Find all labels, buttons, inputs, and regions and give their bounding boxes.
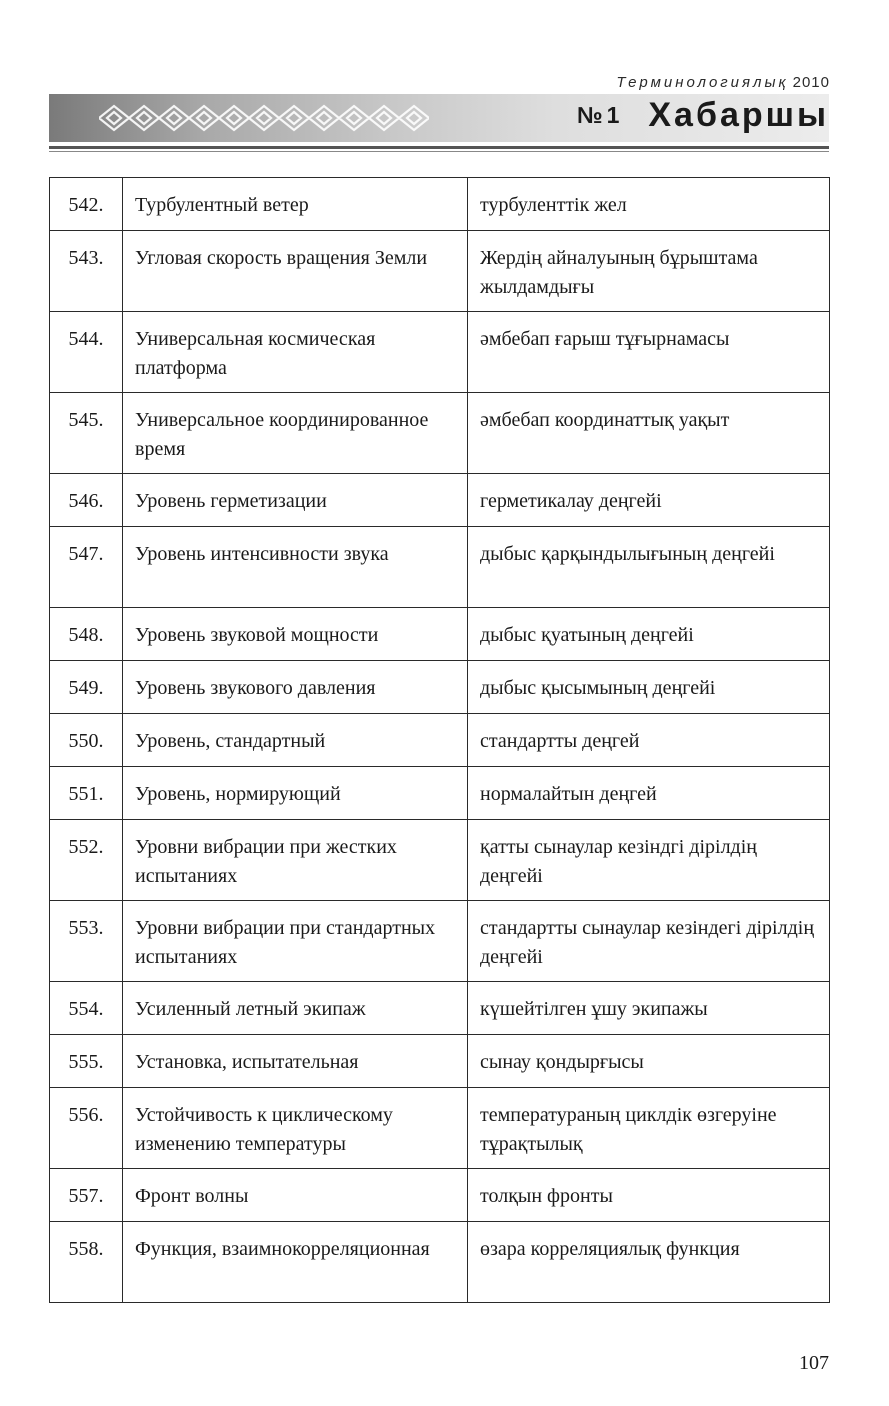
term-number: 548. <box>50 608 123 661</box>
ornament-pattern-icon <box>99 100 429 136</box>
table-row <box>50 608 830 661</box>
table-row <box>50 312 830 393</box>
table-row <box>50 820 830 901</box>
table-row <box>50 982 830 1035</box>
russian-term: Универсальная космическая платформа <box>123 312 468 393</box>
russian-term: Усиленный летный экипаж <box>123 982 468 1035</box>
kazakh-term: әмбебап ғарыш тұғырнамасы <box>468 312 830 393</box>
header-rule <box>49 146 829 149</box>
table-row <box>50 527 830 608</box>
table-row <box>50 767 830 820</box>
table-row <box>50 1035 830 1088</box>
russian-term: Универсальное координированное время <box>123 393 468 474</box>
russian-term: Уровень звуковой мощности <box>123 608 468 661</box>
russian-term: Устойчивость к циклическому изменению температуры <box>123 1088 468 1169</box>
russian-term: Уровни вибрации при жестких испытаниях <box>123 820 468 901</box>
terms-table-body <box>50 178 830 1303</box>
table-row <box>50 474 830 527</box>
journal-title-line <box>560 74 830 91</box>
issue-number: 1 <box>606 102 620 128</box>
kazakh-term: сынау қондырғысы <box>468 1035 830 1088</box>
kazakh-term: дыбыс қысымының деңгейі <box>468 661 830 714</box>
table-row <box>50 661 830 714</box>
table-row <box>50 178 830 231</box>
term-number: 555. <box>50 1035 123 1088</box>
kazakh-term: температураның циклдік өзгеруіне тұрақтылық <box>468 1088 830 1169</box>
term-number: 542. <box>50 178 123 231</box>
table-row <box>50 1169 830 1222</box>
kazakh-term: толқын фронты <box>468 1169 830 1222</box>
issue-label <box>577 102 619 129</box>
main-title: Хабаршы <box>648 96 829 134</box>
russian-term: Турбулентный ветер <box>123 178 468 231</box>
header-rule-thin <box>49 151 829 152</box>
term-number: 546. <box>50 474 123 527</box>
russian-term: Угловая скорость вращения Земли <box>123 231 468 312</box>
term-number: 553. <box>50 901 123 982</box>
russian-term: Уровень, стандартный <box>123 714 468 767</box>
kazakh-term: күшейтілген ұшу экипажы <box>468 982 830 1035</box>
journal-title: Терминологиялық <box>616 74 789 91</box>
issue-sign: № <box>577 102 603 128</box>
russian-term: Уровень звукового давления <box>123 661 468 714</box>
table-row <box>50 901 830 982</box>
russian-term: Фронт волны <box>123 1169 468 1222</box>
kazakh-term: өзара корреляциялық функция <box>468 1222 830 1303</box>
table-row <box>50 1088 830 1169</box>
term-number: 558. <box>50 1222 123 1303</box>
term-number: 545. <box>50 393 123 474</box>
kazakh-term: стандартты деңгей <box>468 714 830 767</box>
table-row <box>50 393 830 474</box>
kazakh-term: нормалайтын деңгей <box>468 767 830 820</box>
kazakh-term: турбуленттік жел <box>468 178 830 231</box>
russian-term: Уровень, нормирующий <box>123 767 468 820</box>
term-number: 550. <box>50 714 123 767</box>
term-number: 554. <box>50 982 123 1035</box>
russian-term: Установка, испытательная <box>123 1035 468 1088</box>
term-number: 547. <box>50 527 123 608</box>
term-number: 556. <box>50 1088 123 1169</box>
journal-year: 2010 <box>792 74 830 91</box>
kazakh-term: герметикалау деңгейі <box>468 474 830 527</box>
term-number: 544. <box>50 312 123 393</box>
header-banner <box>49 94 829 142</box>
table-row <box>50 231 830 312</box>
kazakh-term: дыбыс қарқындылығының деңгейі <box>468 527 830 608</box>
term-number: 557. <box>50 1169 123 1222</box>
terms-table <box>49 177 830 1303</box>
kazakh-term: қатты сынаулар кезіндгі дірілдің деңгейі <box>468 820 830 901</box>
term-number: 552. <box>50 820 123 901</box>
russian-term: Уровень интенсивности звука <box>123 527 468 608</box>
kazakh-term: Жердің айналуының бұрыштама жылдамдығы <box>468 231 830 312</box>
table-row <box>50 1222 830 1303</box>
page-number: 107 <box>799 1352 829 1374</box>
term-number: 543. <box>50 231 123 312</box>
kazakh-term: стандартты сынаулар кезіндегі дірілдің деңгейі <box>468 901 830 982</box>
table-row <box>50 714 830 767</box>
kazakh-term: әмбебап координаттық уақыт <box>468 393 830 474</box>
russian-term: Функция, взаимнокорреляционная <box>123 1222 468 1303</box>
russian-term: Уровень герметизации <box>123 474 468 527</box>
russian-term: Уровни вибрации при стандартных испытаниях <box>123 901 468 982</box>
kazakh-term: дыбыс қуатының деңгейі <box>468 608 830 661</box>
term-number: 551. <box>50 767 123 820</box>
term-number: 549. <box>50 661 123 714</box>
